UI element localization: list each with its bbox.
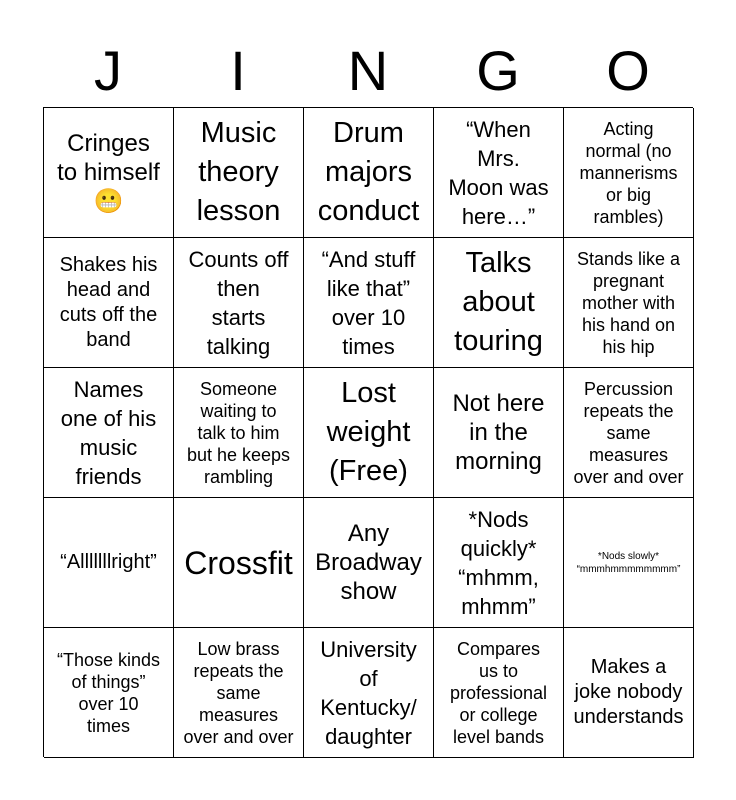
bingo-cell[interactable] (434, 498, 564, 628)
cell-text: Lost weight (Free) (326, 377, 411, 487)
cell-text: Compares us to professional or college level bands (449, 638, 548, 747)
cell-text: Acting normal (no mannerisms or big rambles) (579, 118, 678, 227)
bingo-cell[interactable] (44, 498, 174, 628)
bingo-cell[interactable] (174, 238, 304, 368)
cell-text: “Alllllllright” (60, 551, 157, 573)
bingo-cell[interactable] (174, 628, 304, 758)
bingo-cell[interactable] (174, 368, 304, 498)
cell-text: Cringes to himself 😬 (57, 130, 160, 215)
header-letter-j: J (94, 39, 122, 102)
bingo-cell[interactable] (304, 628, 434, 758)
cell-text: Drum majors conduct (317, 117, 420, 227)
cell-text: “And stuff like that” over 10 times (321, 246, 416, 359)
cell-text: Counts off then starts talking (188, 246, 289, 359)
cell-text: Low brass repeats the same measures over and over (183, 638, 294, 747)
cell-text: “Those kinds of things” over 10 times (56, 649, 161, 736)
bingo-cell[interactable] (564, 238, 694, 368)
bingo-board (43, 107, 693, 757)
bingo-cell[interactable] (564, 108, 694, 238)
bingo-cell[interactable] (434, 628, 564, 758)
cell-text: Shakes his head and cuts off the band (59, 253, 158, 351)
bingo-cell[interactable] (434, 368, 564, 498)
cell-text: *Nods quickly* “mhmm, mhmm” (458, 506, 539, 619)
bingo-cell[interactable] (304, 368, 434, 498)
bingo-cell[interactable] (564, 628, 694, 758)
cell-text: Stands like a pregnant mother with his hand on his hip (576, 248, 681, 357)
cell-text: Not here in the morning (452, 390, 545, 475)
bingo-cell[interactable] (434, 238, 564, 368)
bingo-cell[interactable] (44, 628, 174, 758)
bingo-cell[interactable] (434, 108, 564, 238)
cell-text: *Nods slowly* “mmmhmmmmmmmm” (576, 550, 681, 575)
bingo-cell[interactable] (44, 368, 174, 498)
bingo-cell[interactable] (564, 368, 694, 498)
header-letter-n: N (347, 39, 389, 102)
cell-text: Music theory lesson (196, 117, 281, 227)
cell-text: Any Broadway show (315, 520, 422, 605)
bingo-cell[interactable] (304, 108, 434, 238)
header-letter-g: G (476, 39, 520, 102)
cell-text: Makes a joke nobody understands (573, 656, 684, 728)
cell-text: University of Kentucky/ daughter (320, 636, 417, 749)
cell-text: Names one of his music friends (60, 376, 157, 489)
cell-text: Crossfit (184, 544, 293, 581)
bingo-cell[interactable] (304, 498, 434, 628)
cell-text: Someone waiting to talk to him but he keeps rambling (186, 378, 291, 487)
cell-text: Percussion repeats the same measures over and over (573, 378, 684, 487)
bingo-cell[interactable] (174, 498, 304, 628)
header-letter-i: I (230, 39, 246, 102)
bingo-cell[interactable] (44, 108, 174, 238)
jingo-header (43, 36, 693, 106)
bingo-cell[interactable] (44, 238, 174, 368)
bingo-cell[interactable] (304, 238, 434, 368)
bingo-cell[interactable] (174, 108, 304, 238)
cell-text: Talks about touring (454, 247, 543, 357)
bingo-cell[interactable] (564, 498, 694, 628)
header-letter-o: O (606, 39, 650, 102)
cell-text: “When Mrs. Moon was here…” (448, 116, 549, 229)
